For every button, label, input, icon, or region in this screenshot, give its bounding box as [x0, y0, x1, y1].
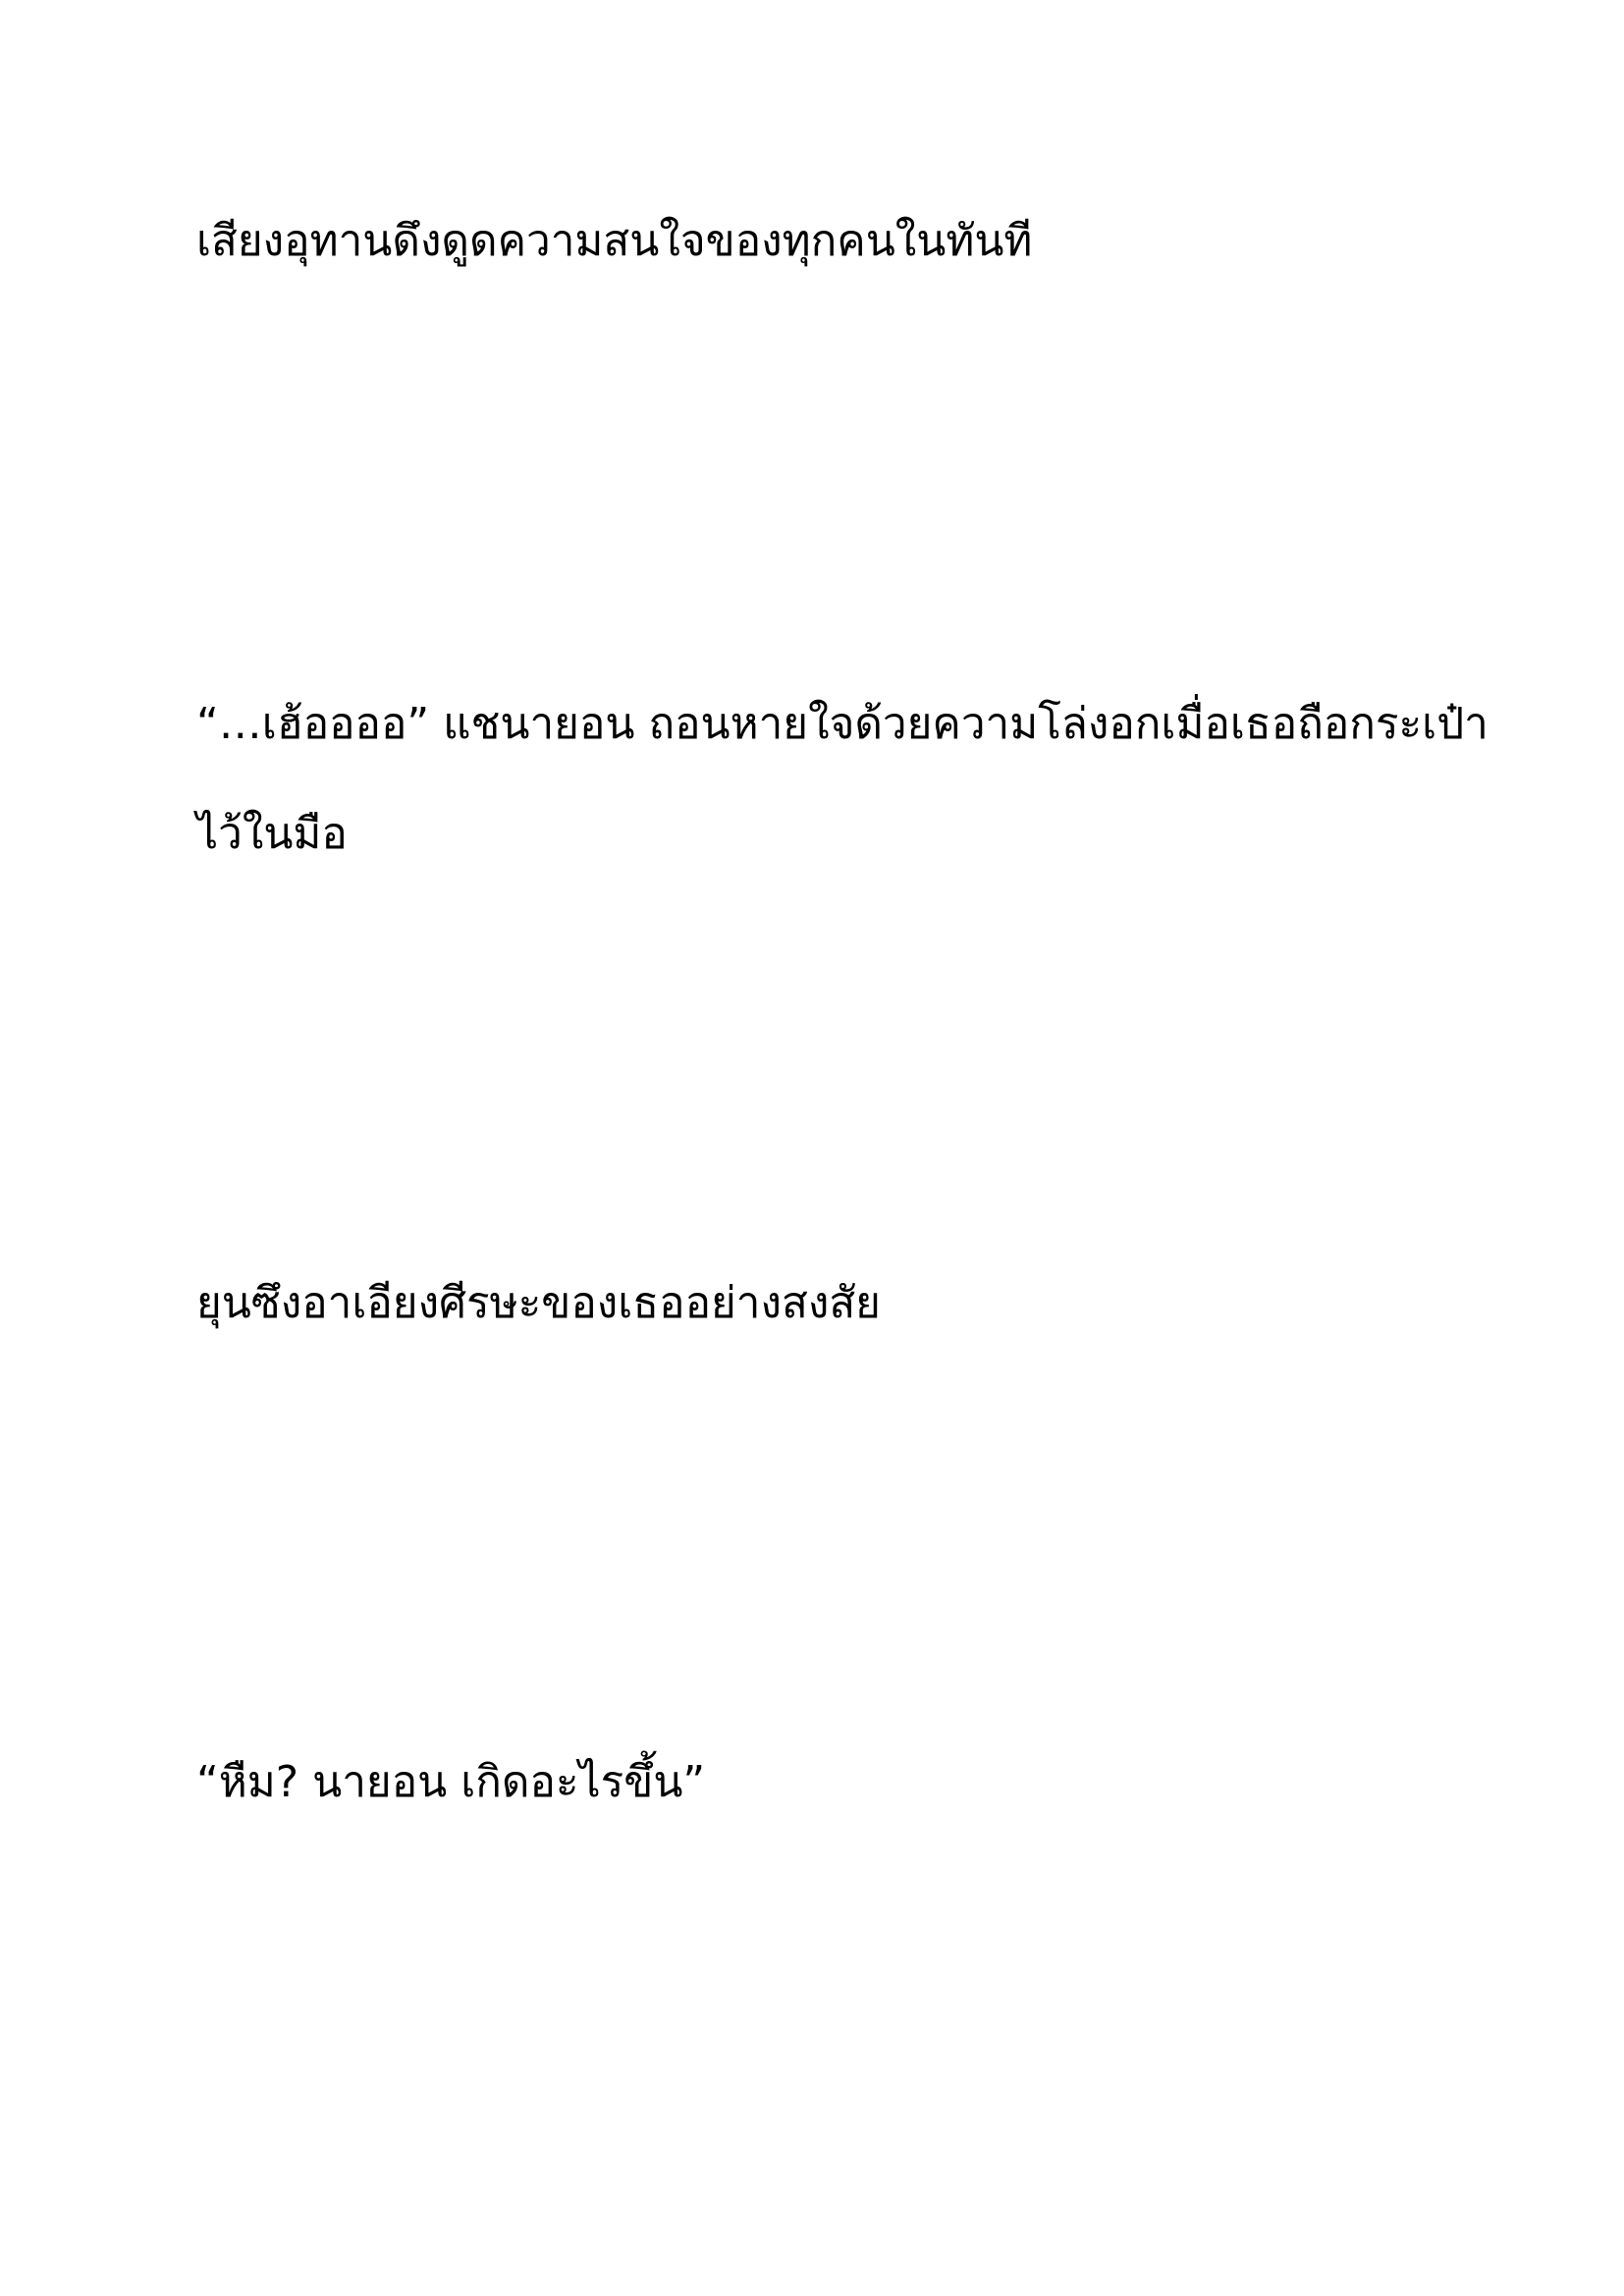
paragraph-head-tilt — [196, 1249, 1443, 1359]
paragraph-line: ไว้ในมือ — [196, 809, 348, 859]
paragraph-question — [196, 1728, 1443, 1838]
paragraph-line: “…เฮ้ออออ” แชนายอน ถอนหายใจด้วยความโล่งอกเมื่อเธอถือกระเป๋า — [196, 699, 1489, 749]
paragraph-sigh — [196, 669, 1489, 889]
paragraph-exclamation — [196, 187, 1443, 296]
paragraph-line: “หืม? นายอน เกิดอะไรขึ้น” — [196, 1757, 706, 1807]
paragraph-line: ยุนซึงอาเอียงศีรษะของเธออย่างสงสัย — [196, 1278, 881, 1328]
paragraph-line: เสียงอุทานดึงดูดความสนใจของทุกคนในทันที — [196, 216, 1033, 266]
